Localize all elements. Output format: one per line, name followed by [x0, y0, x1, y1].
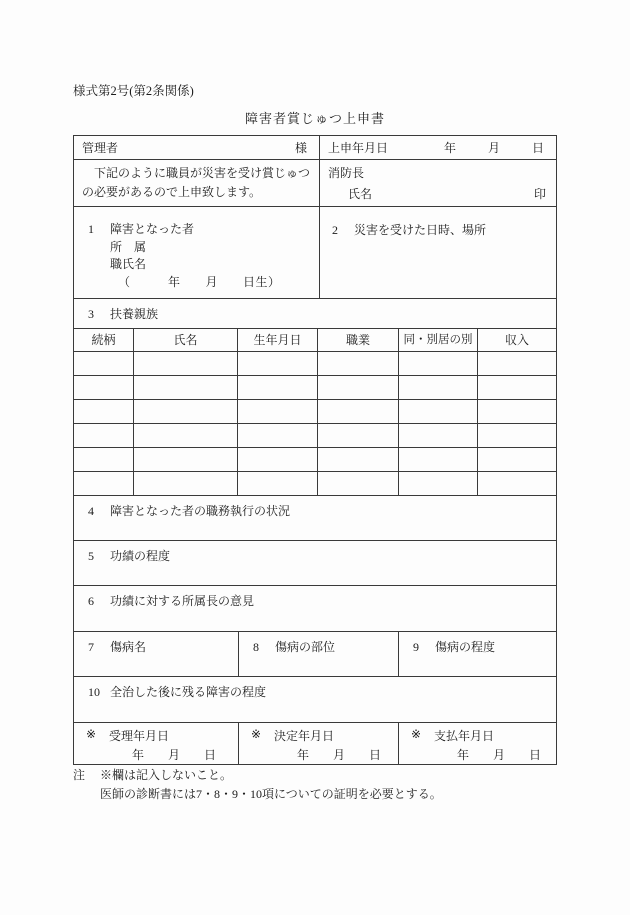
section6-number: 6 — [88, 594, 94, 608]
payment-date-cell — [398, 723, 556, 764]
dependent-cell — [237, 472, 317, 495]
section3-title: 扶養親族 — [110, 307, 159, 321]
dependents-row — [74, 375, 556, 399]
dependents-header-name: 氏名 — [133, 329, 237, 351]
statement-line1: 下記のように職員が災害を受け賞じゅつ — [94, 166, 311, 180]
main-form-table — [73, 135, 557, 765]
dependent-cell — [133, 472, 237, 495]
report-date-blanks — [444, 139, 544, 156]
section6-cell — [74, 586, 556, 631]
dependent-cell — [317, 352, 398, 375]
footnote-line2: 医師の診断書には7・8・9・10項についての証明を必要とする。 — [100, 787, 442, 801]
acceptance-date-heading — [74, 727, 238, 744]
dependent-cell — [398, 376, 477, 399]
dependent-cell — [74, 424, 133, 447]
section3-heading-row — [74, 298, 556, 328]
dependent-cell — [398, 472, 477, 495]
form-code-label: 様式第2号(第2条関係) — [73, 84, 194, 98]
birthdate-blank-line: （ 年 月 日生） — [118, 274, 281, 289]
acceptance-date-blanks — [132, 746, 216, 763]
dependent-cell — [398, 448, 477, 471]
report-date-label: 上申年月日 — [328, 141, 389, 155]
section1-cell — [74, 207, 319, 298]
dependents-header-birthdate: 生年月日 — [237, 329, 317, 351]
dependent-cell — [237, 448, 317, 471]
dependent-cell — [74, 376, 133, 399]
dependent-cell — [317, 424, 398, 447]
dependent-cell — [317, 376, 398, 399]
section7-cell — [74, 632, 238, 676]
section2-cell — [319, 207, 556, 298]
section8-number: 8 — [253, 640, 259, 654]
section3-heading-cell — [74, 305, 556, 322]
section1-number: 1 — [88, 222, 94, 236]
dependent-cell — [133, 400, 237, 423]
dependent-cell — [477, 472, 556, 495]
month-label: 月 — [167, 748, 180, 762]
dependent-cell — [237, 376, 317, 399]
section8-title: 傷病の部位 — [275, 640, 336, 654]
footnote-mark: 注 — [73, 768, 86, 782]
fire-chief-label: 消防長 — [328, 166, 365, 180]
dependent-cell — [74, 448, 133, 471]
year-label: 年 — [444, 141, 457, 155]
dependent-cell — [74, 352, 133, 375]
section6-row — [74, 585, 556, 631]
dependents-header-row — [74, 328, 556, 351]
dependents-header-cohabitation: 同・別居の別 — [398, 329, 477, 351]
dependent-cell — [133, 424, 237, 447]
dependent-cell — [237, 400, 317, 423]
footnote-text1: ※欄は記入しないこと。 — [100, 768, 233, 782]
day-label: 日 — [531, 141, 544, 155]
payment-date-label: 支払年月日 — [434, 729, 495, 743]
year-label: 年 — [132, 748, 145, 762]
dependent-cell — [133, 352, 237, 375]
section2-number: 2 — [332, 223, 338, 237]
year-label: 年 — [297, 748, 310, 762]
acceptance-date-label: 受理年月日 — [109, 729, 170, 743]
section10-number: 10 — [88, 685, 100, 699]
statement-line2: の必要があるので上申致します。 — [82, 185, 262, 199]
admin-mark: ※ — [411, 727, 422, 741]
month-label: 月 — [487, 141, 500, 155]
payment-date-heading — [399, 727, 556, 744]
section9-cell — [398, 632, 556, 676]
day-label: 日 — [528, 748, 541, 762]
section2-title: 災害を受けた日時、場所 — [354, 223, 487, 237]
section7-number: 7 — [88, 640, 94, 654]
dependent-cell — [477, 352, 556, 375]
manager-label: 管理者 — [82, 141, 119, 155]
dependent-cell — [74, 400, 133, 423]
page-title: 障害者賞じゅつ上申書 — [244, 111, 385, 126]
dependents-header-occupation: 職業 — [317, 329, 398, 351]
section7-title: 傷病名 — [110, 640, 147, 654]
dependents-row — [74, 351, 556, 375]
addressee-cell — [74, 136, 319, 159]
dependent-cell — [133, 376, 237, 399]
admin-dates-row — [74, 722, 556, 764]
section5-cell — [74, 541, 556, 585]
section1-title: 障害となった者 — [110, 222, 195, 236]
footnote-line1 — [73, 767, 232, 783]
section9-number: 9 — [413, 640, 419, 654]
dependent-cell — [74, 472, 133, 495]
section4-number: 4 — [88, 504, 94, 518]
section4-cell — [74, 496, 556, 540]
section4-row — [74, 495, 556, 540]
dependents-header-relationship: 続柄 — [91, 333, 116, 347]
month-label: 月 — [492, 748, 505, 762]
affiliation-label: 所 属 — [110, 239, 147, 254]
year-label: 年 — [457, 748, 470, 762]
sama-label: 様 — [294, 141, 307, 155]
decision-date-cell — [238, 723, 398, 764]
seal-label: 印 — [533, 187, 546, 201]
dependent-cell — [398, 424, 477, 447]
dependent-cell — [398, 400, 477, 423]
admin-mark: ※ — [86, 727, 97, 741]
dependents-row — [74, 423, 556, 447]
dependent-cell — [317, 448, 398, 471]
dependent-cell — [477, 400, 556, 423]
section7-8-9-row — [74, 631, 556, 676]
dependent-cell — [317, 400, 398, 423]
section10-row — [74, 676, 556, 722]
fire-chief-cell — [319, 160, 556, 206]
acceptance-date-cell — [74, 723, 238, 764]
dependent-cell — [477, 424, 556, 447]
section5-row — [74, 540, 556, 585]
section1-2-row — [74, 206, 556, 298]
section1-heading — [88, 221, 319, 239]
dependent-cell — [398, 352, 477, 375]
section4-title: 障害となった者の職務執行の状況 — [110, 504, 291, 518]
dependent-cell — [237, 352, 317, 375]
statement-row — [74, 159, 556, 206]
section3-number: 3 — [88, 307, 94, 321]
dependent-cell — [477, 376, 556, 399]
dependents-row — [74, 447, 556, 471]
section9-title: 傷病の程度 — [435, 640, 496, 654]
section5-number: 5 — [88, 549, 94, 563]
payment-date-blanks — [457, 746, 541, 763]
position-name-label: 職氏名 — [110, 257, 147, 271]
addressee-row — [74, 136, 556, 159]
month-label: 月 — [332, 748, 345, 762]
decision-date-label: 決定年月日 — [274, 729, 335, 743]
day-label: 日 — [203, 748, 216, 762]
dependents-header-income: 収入 — [477, 329, 556, 351]
statement-cell — [74, 160, 319, 206]
dependent-cell — [237, 424, 317, 447]
dependent-cell — [133, 448, 237, 471]
decision-date-heading — [239, 727, 398, 744]
section10-title: 全治した後に残る障害の程度 — [110, 685, 267, 699]
admin-mark: ※ — [251, 727, 262, 741]
report-date-cell — [319, 136, 556, 159]
section6-title: 功績に対する所属長の意見 — [110, 594, 255, 608]
section5-title: 功績の程度 — [110, 549, 171, 563]
dependents-row — [74, 471, 556, 495]
section8-cell — [238, 632, 398, 676]
dependent-cell — [477, 448, 556, 471]
section10-cell — [74, 677, 556, 722]
day-label: 日 — [368, 748, 381, 762]
name-label: 氏名 — [348, 187, 373, 201]
dependents-row — [74, 399, 556, 423]
decision-date-blanks — [297, 746, 381, 763]
dependent-cell — [317, 472, 398, 495]
name-seal-line — [328, 185, 546, 204]
